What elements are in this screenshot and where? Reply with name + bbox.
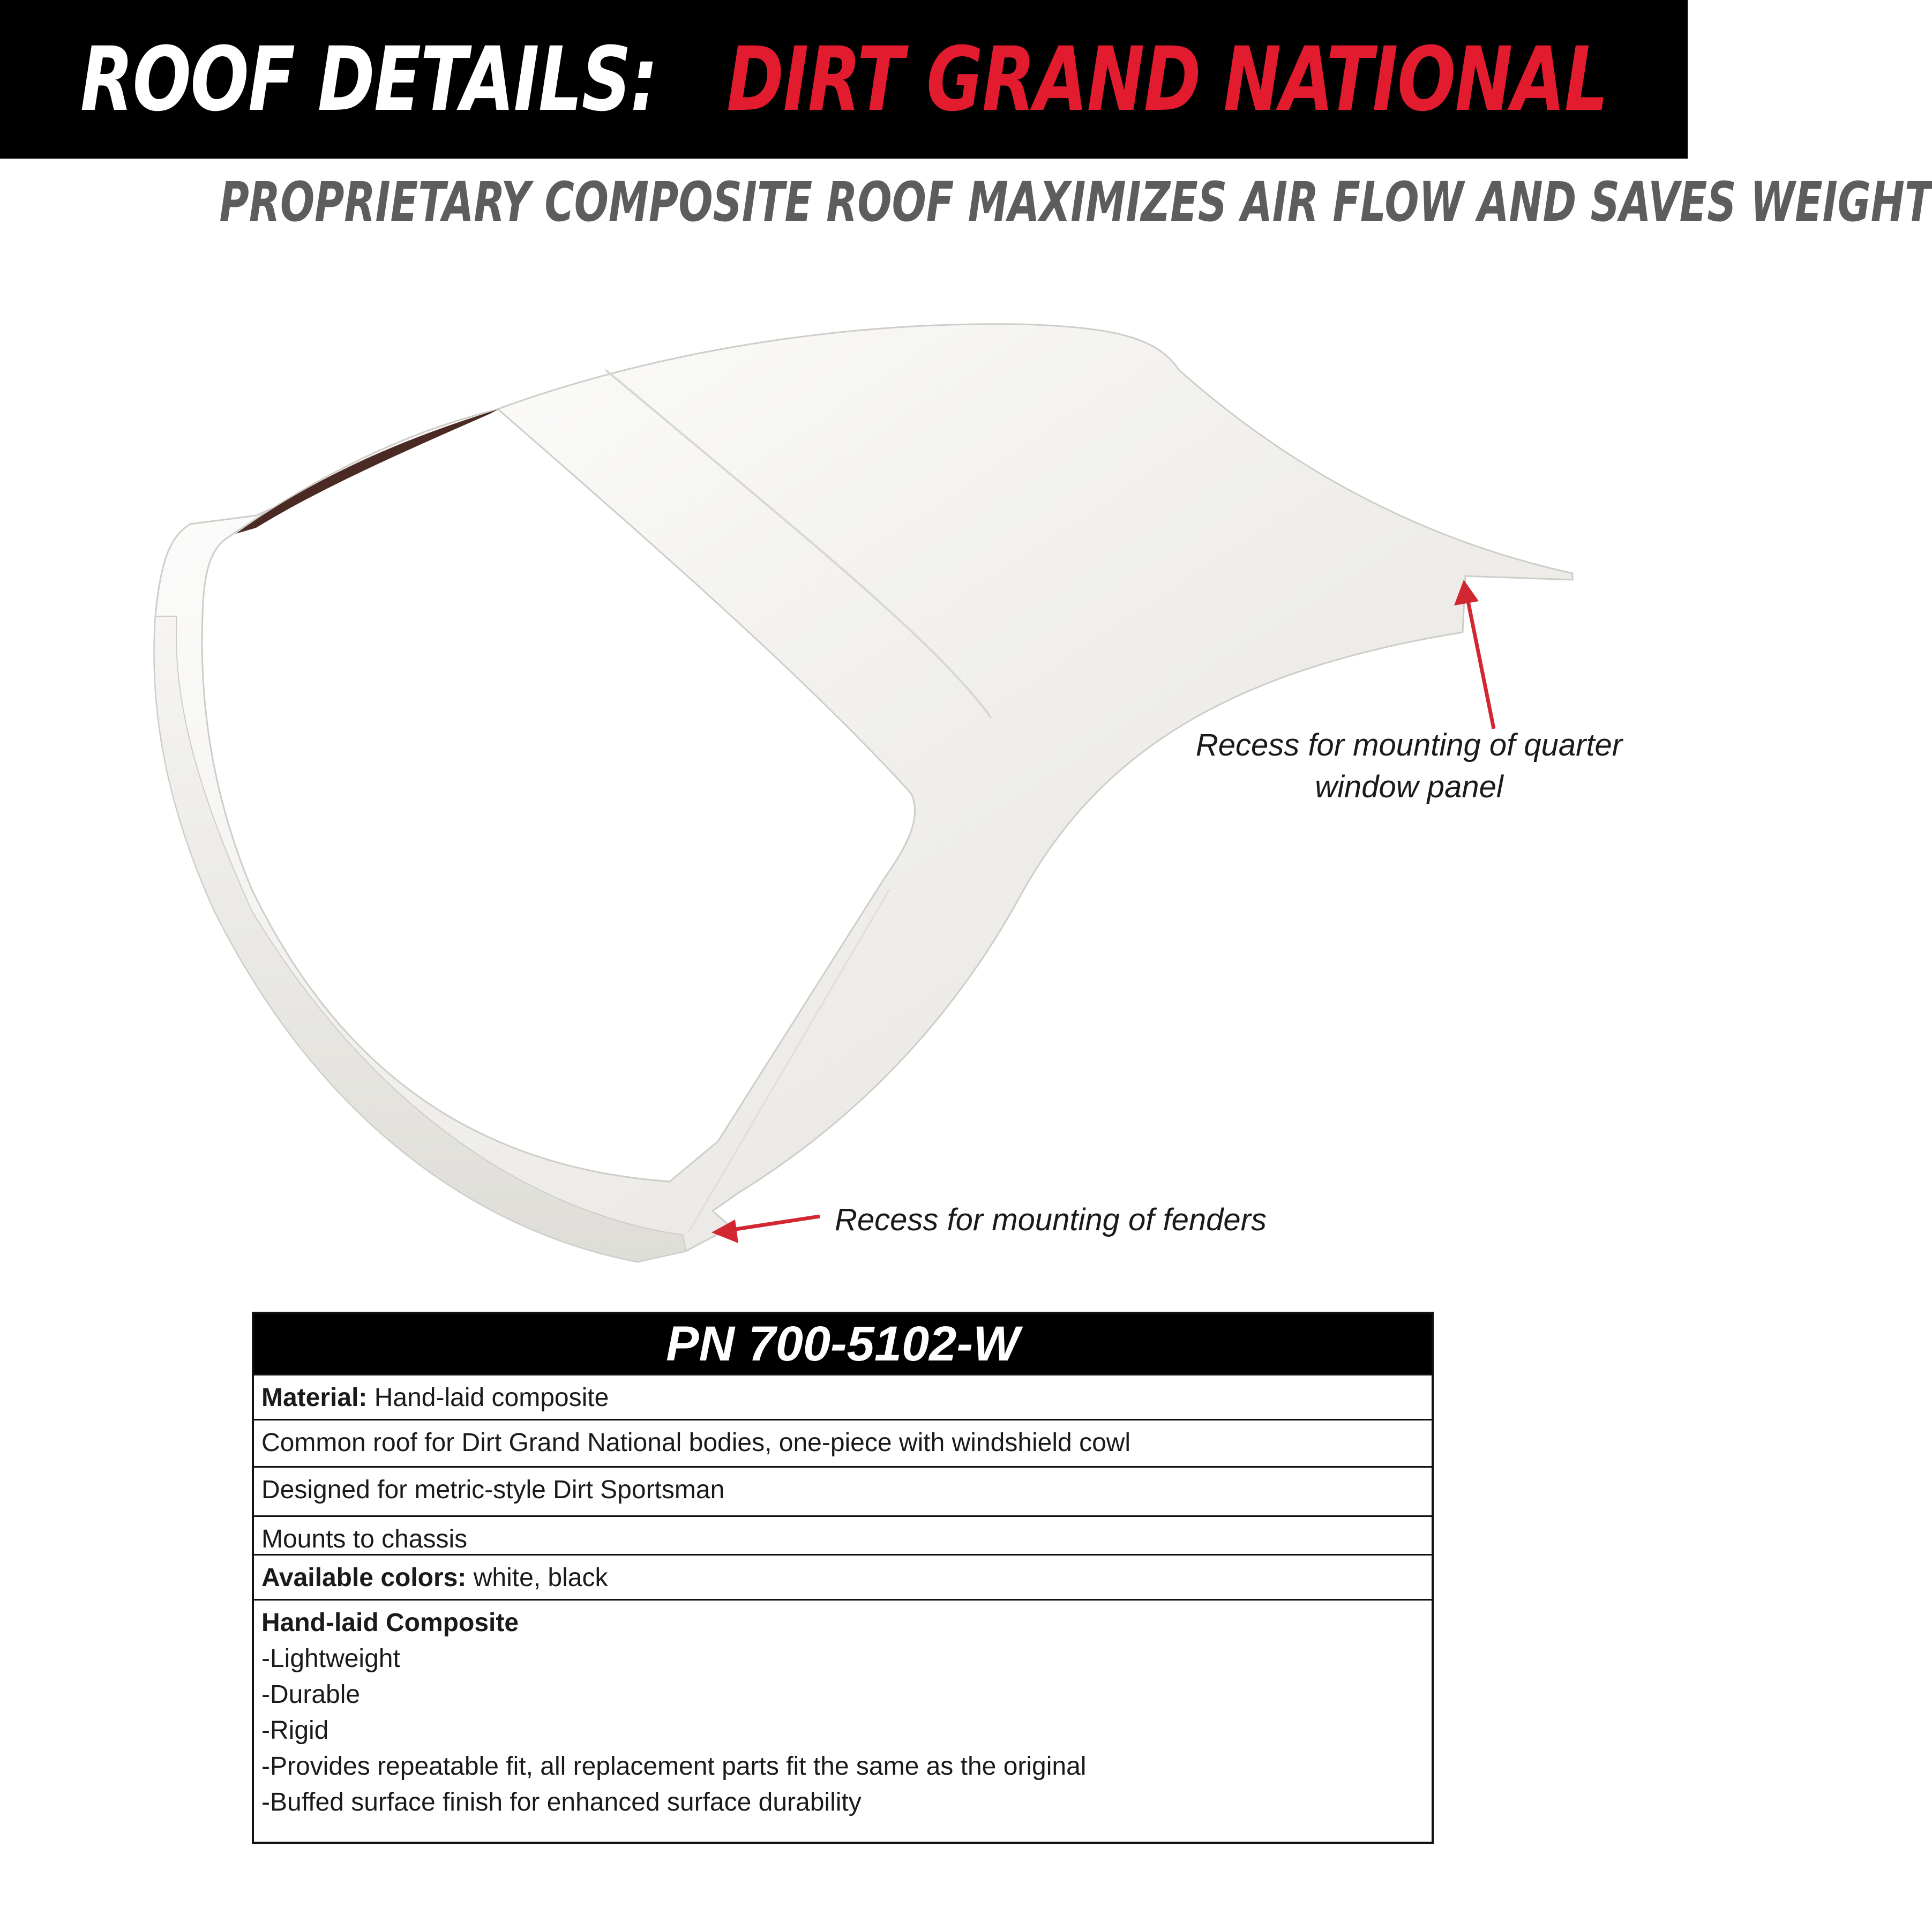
fender-arrow-line: [729, 1216, 820, 1230]
title-prefix: ROOF DETAILS:: [80, 28, 657, 131]
page-subtitle: PROPRIETARY COMPOSITE ROOF MAXIMIZES AIR FLOW AND SAVES WEIGHT: [219, 170, 1932, 234]
quarter-arrow-line: [1467, 596, 1494, 729]
title-highlight: DIRT GRAND NATIONAL: [727, 28, 1608, 131]
list-item: -Buffed surface finish for enhanced surface durability: [261, 1788, 862, 1816]
material-label: Material:: [261, 1384, 368, 1412]
spec-table: [252, 1312, 1434, 1844]
colors-value: white, black: [473, 1564, 608, 1592]
list-item: -Provides repeatable fit, all replacement parts fit the same as the original: [261, 1752, 1087, 1781]
spec-row-common-roof: Common roof for Dirt Grand National bodies, one-piece with windshield cowl: [254, 1419, 1432, 1466]
callout-quarter-window: [1195, 724, 1623, 808]
list-item: -Rigid: [261, 1716, 329, 1745]
composite-heading: Hand-laid Composite: [261, 1609, 519, 1637]
spec-row-composite: [254, 1599, 1432, 1842]
spec-row-colors: [254, 1554, 1432, 1599]
spec-row-mounts: Mounts to chassis: [254, 1515, 1432, 1554]
list-item: -Durable: [261, 1680, 361, 1709]
spec-row-designed-for: Designed for metric-style Dirt Sportsman: [254, 1466, 1432, 1515]
callout-quarter-line2: window panel: [1315, 769, 1503, 804]
callout-quarter-line1: Recess for mounting of quarter: [1195, 728, 1623, 762]
list-item: -Lightweight: [261, 1644, 400, 1673]
material-value: Hand-laid composite: [374, 1384, 609, 1412]
spec-row-material: [254, 1374, 1432, 1419]
part-number: PN 700-5102-W: [254, 1314, 1432, 1374]
inner-edge-shadow: [236, 409, 498, 534]
callout-fenders: Recess for mounting of fenders: [835, 1202, 1267, 1237]
roof-rim: [154, 616, 686, 1262]
colors-label: Available colors:: [261, 1564, 467, 1592]
